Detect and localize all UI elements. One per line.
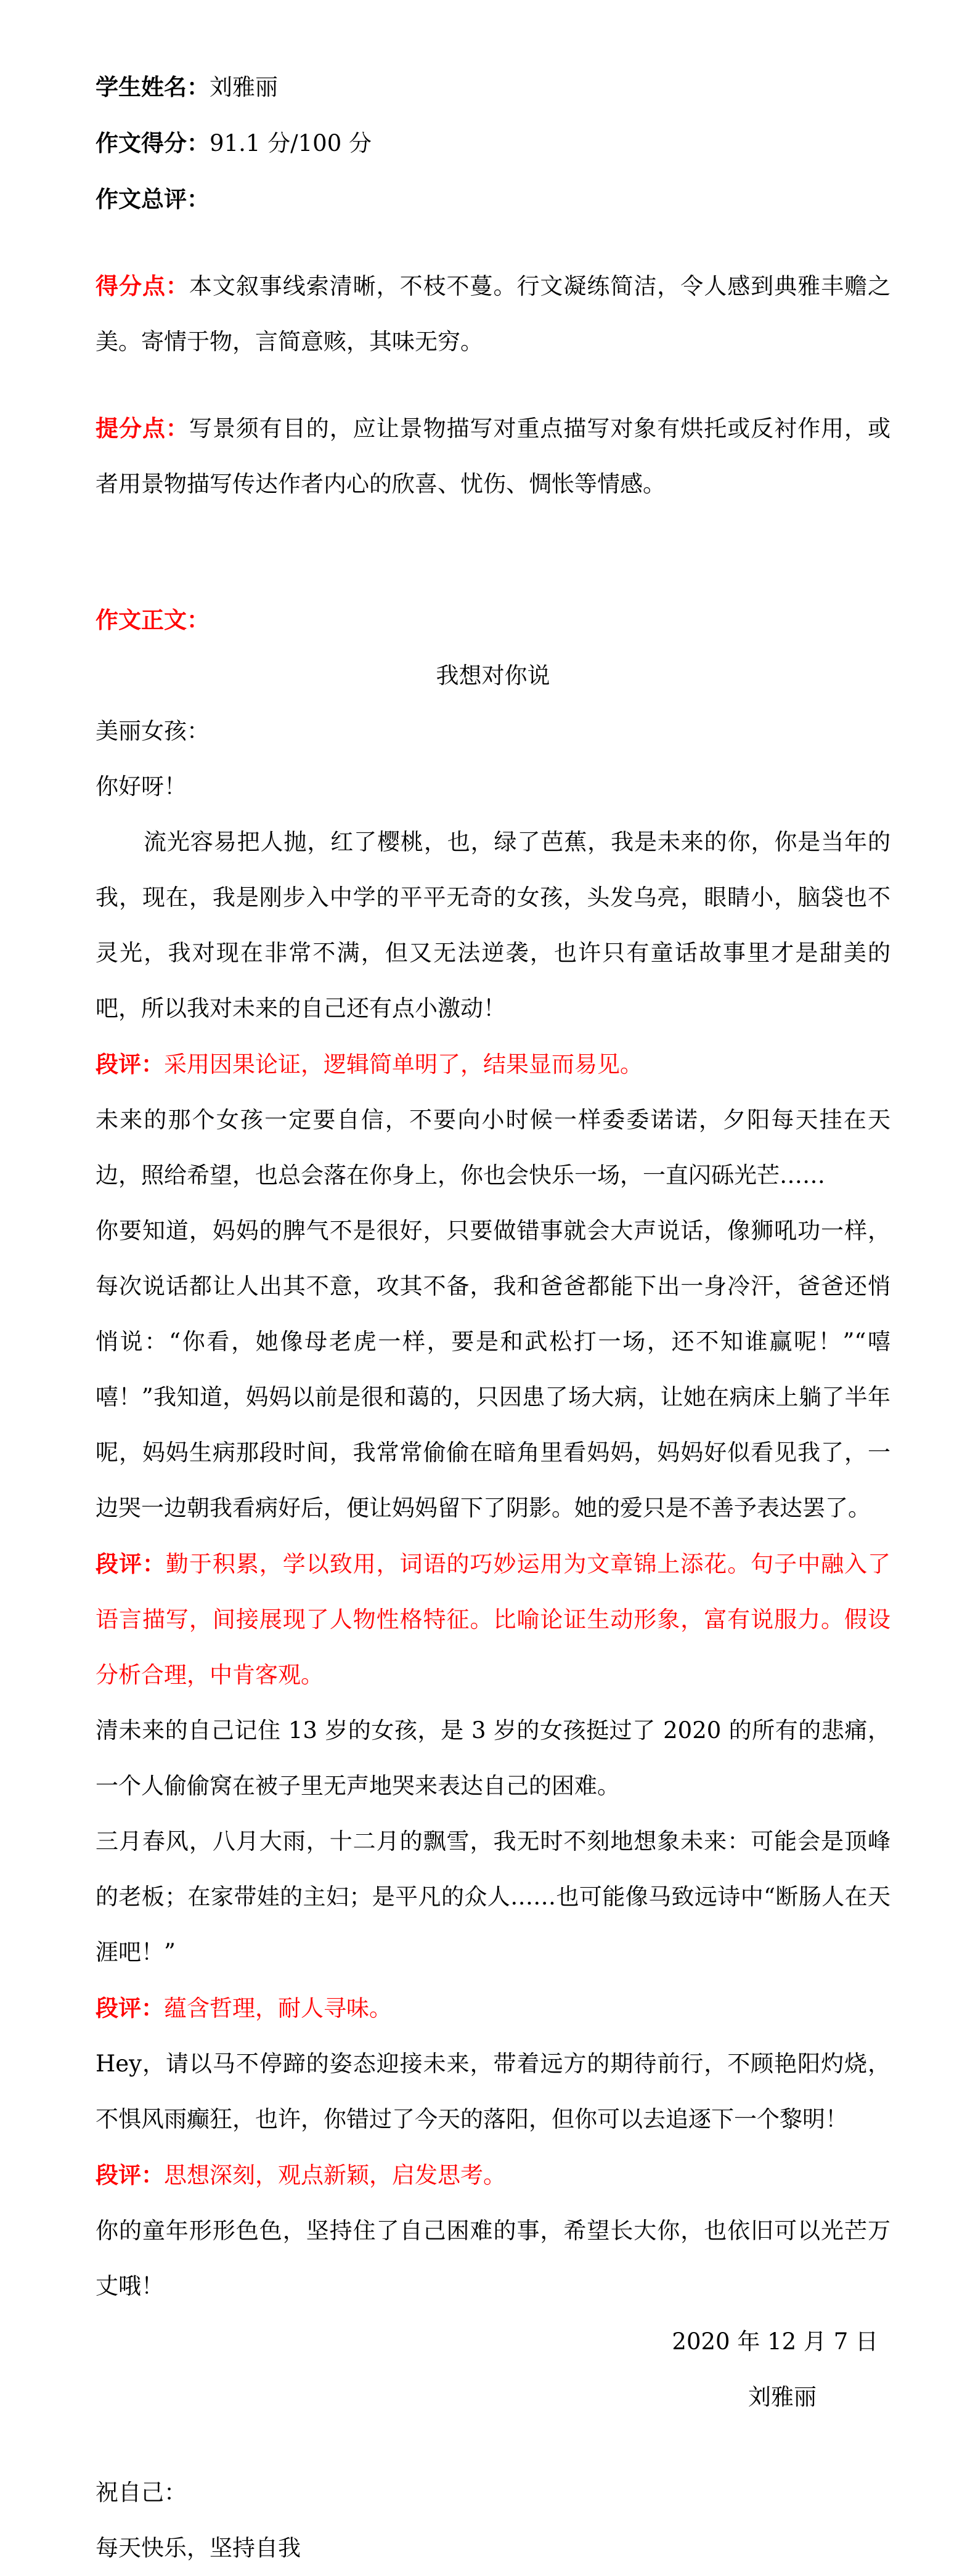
paragraph-comment-1 (96, 1036, 890, 1092)
essay-paragraph-4: 清未来的自己记住 13 岁的女孩，是 3 岁的女孩挺过了 2020 的所有的悲痛，一个人偷偷窝在被子里无声地哭来表达自己的困难。 (96, 1717, 890, 1799)
comment-2-text: 勤于积累，学以致用，词语的巧妙运用为文章锦上添花。句子中融入了语言描写，间接展现了人物性格特征。比喻论证生动形象，富有说服力。假设分析合理，中肯客观。 (96, 1551, 891, 1688)
essay-salutation: 美丽女孩： (96, 718, 210, 744)
essay-paragraph-7: 你的童年形形色色，坚持住了自己困难的事，希望长大你，也依旧可以光芒万丈哦！ (96, 2217, 890, 2299)
score-label: 作文得分： (96, 129, 210, 156)
comment-2-label: 段评： (96, 1550, 166, 1577)
essay-date: 2020 年 12 月 7 日 (672, 2328, 878, 2355)
comment-1-text: 采用因果论证，逻辑简单明了，结果显而易见。 (164, 1051, 643, 1078)
paragraph-comment-2 (96, 1536, 890, 1703)
merit-text: 本文叙事线索清晰，不枝不蔓。行文凝练简洁，令人感到典雅丰赡之美。寄情于物，言简意赅，其味无穷。 (96, 273, 891, 355)
document-page (96, 59, 890, 2576)
essay-body-label-row (96, 592, 890, 648)
improve-review (96, 400, 890, 512)
overall-review-label: 作文总评： (96, 185, 210, 213)
merit-label: 得分点： (96, 272, 189, 299)
essay-title: 我想对你说 (436, 662, 550, 689)
essay-paragraph-2: 未来的那个女孩一定要自信，不要向小时候一样委委诺诺，夕阳每天挂在天边，照给希望，也总会落在你身上，你也会快乐一场，一直闪砾光芒…… (96, 1107, 890, 1188)
essay-signature: 刘雅丽 (748, 2384, 817, 2410)
comment-3-text: 蕴含哲理，耐人寻味。 (164, 1995, 392, 2021)
paragraph-comment-3 (96, 1980, 890, 2036)
essay-paragraph-5: 三月春风，八月大雨，十二月的飘雪，我无时不刻地想象未来：可能会是顶峰的老板；在家带娃的主妇；是平凡的众人……也可能像马致远诗中“断肠人在天涯吧！” (96, 1828, 890, 1965)
improve-text: 写景须有目的，应让景物描写对重点描写对象有烘托或反衬作用，或者用景物描写传达作者内心的欣喜、忧伤、惆怅等情感。 (96, 415, 891, 497)
closing-message: 每天快乐，坚持自我 (96, 2535, 301, 2561)
essay-body-label: 作文正文： (96, 606, 210, 633)
paragraph-comment-4 (96, 2147, 890, 2203)
comment-4-label: 段评： (96, 2161, 164, 2188)
comment-1-label: 段评： (96, 1050, 164, 1078)
student-name: 刘雅丽 (210, 74, 278, 100)
essay-paragraph-6: Hey，请以马不停蹄的姿态迎接未来，带着远方的期待前行，不顾艳阳灼烧，不惧风雨癫狂，也许，你错过了今天的落阳，但你可以去追逐下一个黎明！ (96, 2050, 890, 2132)
improve-label: 提分点： (96, 415, 189, 442)
merit-review (96, 258, 890, 370)
overall-review-row (96, 171, 890, 227)
essay-paragraph-1: 流光容易把人抛，红了樱桃，也，绿了芭蕉，我是未来的你，你是当年的我，现在，我是刚步入中学的平平无奇的女孩，头发乌亮，眼睛小，脑袋也不灵光，我对现在非常不满，但又无法逆袭，也许只有童话故事里才是甜美的吧，所以我对未来的自己还有点小激动！ (96, 829, 890, 1022)
comment-4-text: 思想深刻，观点新颖，启发思考。 (164, 2162, 506, 2188)
closing-wish: 祝自己： (96, 2479, 187, 2506)
score-row (96, 115, 890, 171)
student-name-row (96, 59, 890, 115)
essay-paragraph-3: 你要知道，妈妈的脾气不是很好，只要做错事就会大声说话，像狮吼功一样，每次说话都让人出其不意，攻其不备，我和爸爸都能下出一身冷汗，爸爸还悄悄说：“你看，她像母老虎一样，要是和武松打一场，还不知谁赢呢！”“嘻嘻！”我知道，妈妈以前是很和蔼的，只因患了场大病，让她在病床上躺了半年呢，妈妈生病那段时间，我常常偷偷在暗角里看妈妈，妈妈好似看见我了，一边哭一边朝我看病好后，便让妈妈留下了阴影。她的爱只是不善予表达罢了。 (96, 1217, 890, 1521)
student-name-label: 学生姓名： (96, 73, 210, 100)
comment-3-label: 段评： (96, 1994, 164, 2021)
score-value: 91.1 分/100 分 (210, 130, 372, 156)
essay-greeting: 你好呀！ (96, 773, 187, 800)
